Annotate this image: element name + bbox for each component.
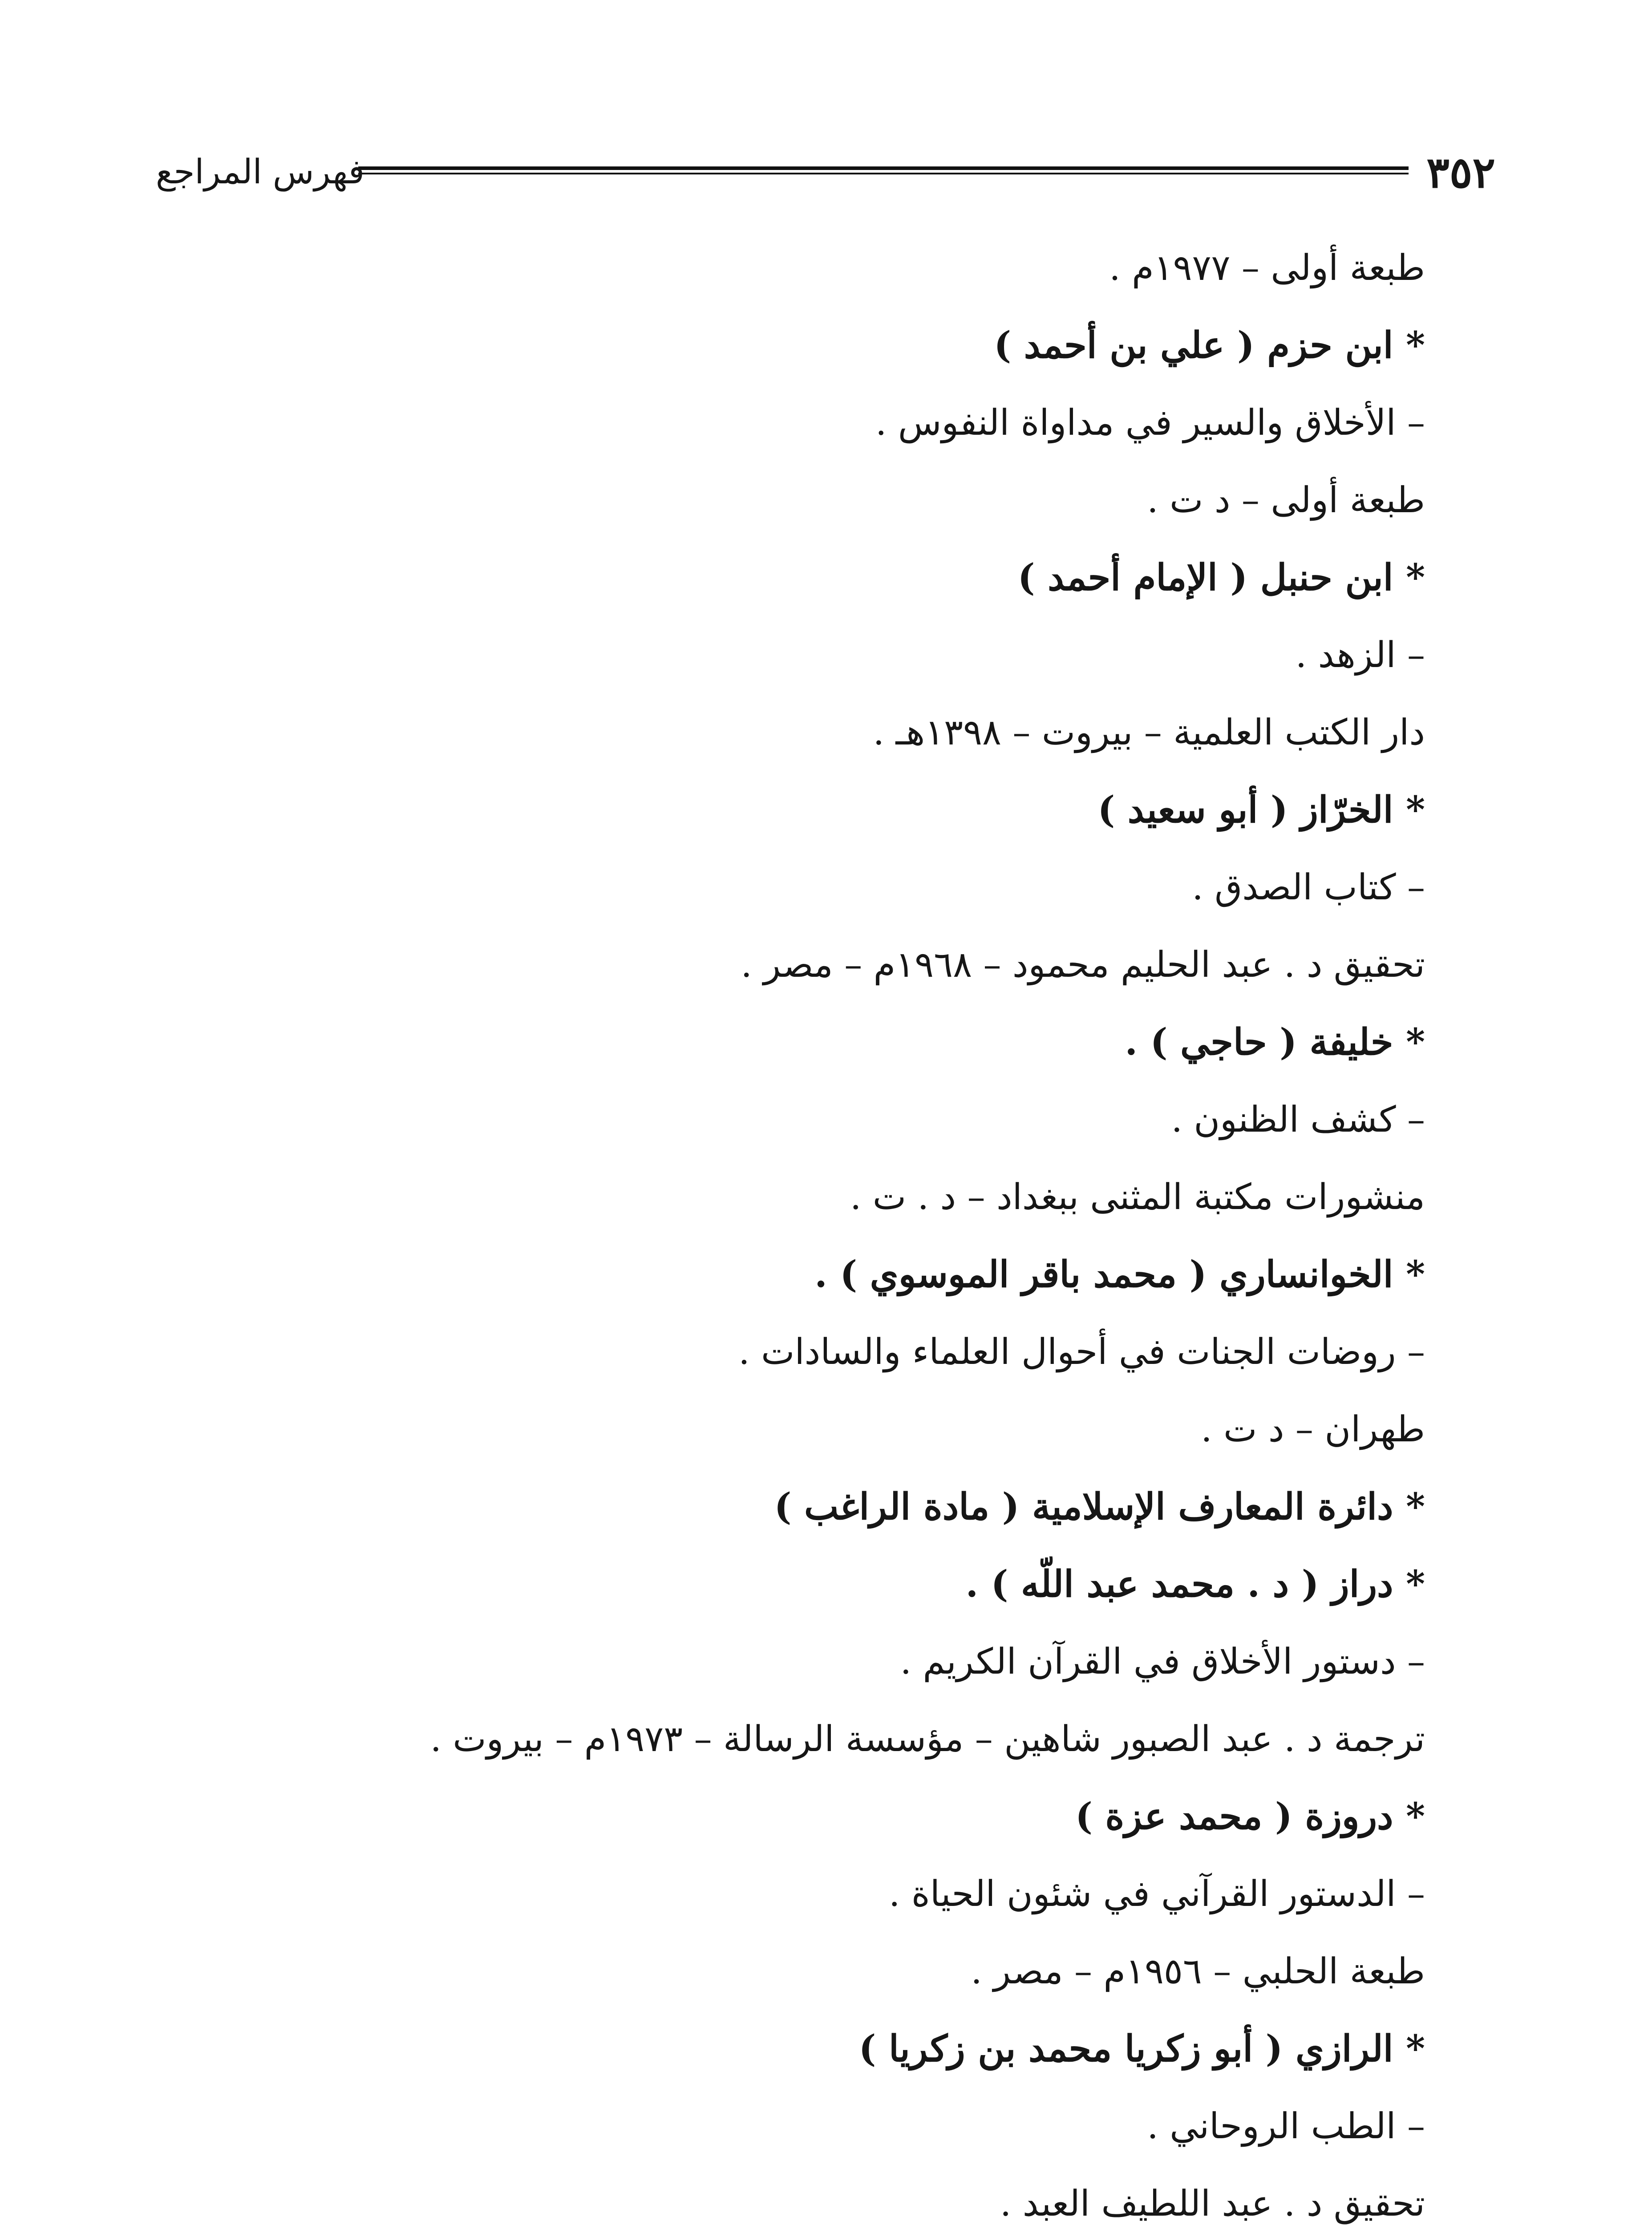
author-heading: * الخرّاز ( أبو سعيد ) bbox=[1097, 789, 1425, 831]
author-heading: * الرازي ( أبو زكريا محمد بن زكريا ) bbox=[858, 2027, 1425, 2070]
page-header bbox=[156, 147, 1495, 200]
reference-line: تحقيق د . عبد الحليم محمود – ١٩٦٨م – مصر . bbox=[741, 944, 1425, 985]
reference-line: طبعة أولى – د ت . bbox=[1147, 479, 1425, 521]
author-heading: * ابن حزم ( علي بن أحمد ) bbox=[994, 324, 1425, 367]
reference-line: تحقيق د . عبد اللطيف العبد . bbox=[1000, 2183, 1425, 2224]
page-number: ٣٥٢ bbox=[1426, 147, 1495, 198]
author-heading: * ابن حنبل ( الإمام أحمد ) bbox=[1017, 556, 1425, 599]
running-title: فهرس المراجع bbox=[156, 152, 364, 191]
reference-line: ترجمة د . عبد الصبور شاهين – مؤسسة الرسالة – ١٩٧٣م – بيروت . bbox=[430, 1718, 1425, 1760]
reference-line: – الزهد . bbox=[1295, 634, 1425, 676]
reference-line: طهران – د ت . bbox=[1201, 1408, 1425, 1450]
author-heading: * دائرة المعارف الإسلامية ( مادة الراغب ) bbox=[774, 1485, 1425, 1528]
reference-line: – الطب الروحاني . bbox=[1147, 2105, 1425, 2147]
reference-line: – الأخلاق والسير في مداواة النفوس . bbox=[875, 402, 1425, 443]
reference-line: – الدستور القرآني في شئون الحياة . bbox=[889, 1873, 1425, 1914]
reference-line: – دستور الأخلاق في القرآن الكريم . bbox=[900, 1641, 1425, 1682]
reference-line: – روضات الجنات في أحوال العلماء والسادات . bbox=[738, 1331, 1425, 1372]
author-heading: * دروزة ( محمد عزة ) bbox=[1075, 1795, 1425, 1838]
author-heading: * دراز ( د . محمد عبد اللّه ) . bbox=[965, 1563, 1425, 1606]
reference-line: منشورات مكتبة المثنى ببغداد – د . ت . bbox=[850, 1176, 1425, 1218]
reference-line: طبعة أولى – ١٩٧٧م . bbox=[1109, 247, 1425, 288]
references-list bbox=[157, 229, 1425, 2225]
reference-line: طبعة الحلبي – ١٩٥٦م – مصر . bbox=[971, 1950, 1425, 1992]
reference-line: – كشف الظنون . bbox=[1171, 1099, 1425, 1140]
reference-line: دار الكتب العلمية – بيروت – ١٣٩٨هـ . bbox=[873, 712, 1425, 753]
author-heading: * خليفة ( حاجي ) . bbox=[1125, 1021, 1425, 1064]
reference-line: – كتاب الصدق . bbox=[1192, 866, 1425, 908]
header-double-rule bbox=[358, 166, 1409, 174]
author-heading: * الخوانساري ( محمد باقر الموسوي ) . bbox=[814, 1253, 1425, 1296]
